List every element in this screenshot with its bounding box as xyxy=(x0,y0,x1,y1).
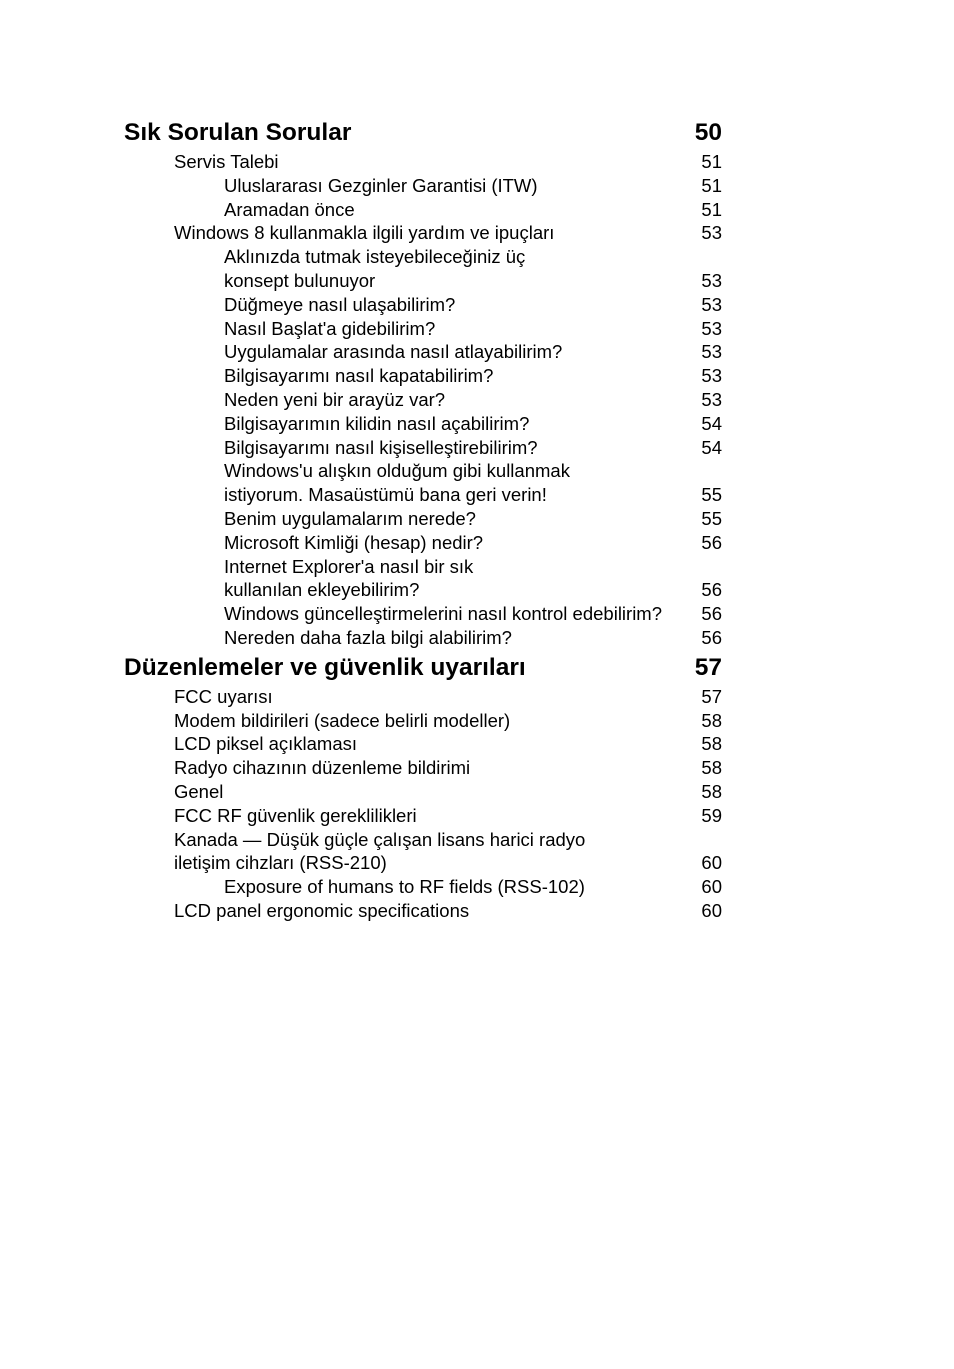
toc-page-number: 58 xyxy=(701,733,722,755)
toc-entry-title: Internet Explorer'a nasıl bir sık xyxy=(224,555,474,577)
toc-page-number: 54 xyxy=(701,436,722,458)
toc-entry-title: Exposure of humans to RF fields (RSS-102) xyxy=(224,876,585,898)
toc-entry[interactable] xyxy=(124,269,722,293)
toc-page-number: 56 xyxy=(701,531,722,553)
toc-entry[interactable] xyxy=(124,804,722,828)
toc-entry[interactable] xyxy=(124,875,722,899)
toc-entry-title: Kanada — Düşük güçle çalışan lisans harici radyo xyxy=(174,828,586,850)
toc-entry[interactable] xyxy=(124,709,722,733)
toc-entry-title: Radyo cihazının düzenleme bildirimi xyxy=(174,757,471,779)
toc-entry[interactable] xyxy=(124,245,722,269)
toc-page-number: 58 xyxy=(701,757,722,779)
toc-entry-title: Windows 8 kullanmakla ilgili yardım ve ipuçları xyxy=(174,222,555,244)
toc-entry-title: Nasıl Başlat'a gidebilirim? xyxy=(224,317,436,339)
toc-entry-title: Genel xyxy=(174,780,224,802)
toc-entry-title: LCD panel ergonomic specifications xyxy=(174,899,470,921)
toc-page-number: 51 xyxy=(701,198,722,220)
toc-page-number: 60 xyxy=(701,852,722,874)
toc-entry[interactable] xyxy=(124,851,722,875)
toc-page-number: 55 xyxy=(701,507,722,529)
toc-entry[interactable] xyxy=(124,685,722,709)
toc-entry-title: Uluslararası Gezginler Garantisi (ITW) xyxy=(224,174,538,196)
toc-page-number: 53 xyxy=(701,365,722,387)
toc-entry[interactable] xyxy=(124,578,722,602)
toc-entry[interactable] xyxy=(124,412,722,436)
toc-page-number: 60 xyxy=(701,876,722,898)
toc-page-number: 53 xyxy=(701,222,722,244)
toc-entry[interactable] xyxy=(124,388,722,412)
toc-entry-title: kullanılan ekleyebilirim? xyxy=(224,579,420,601)
toc-entry-title: Neden yeni bir arayüz var? xyxy=(224,388,446,410)
toc-page-number: 53 xyxy=(701,341,722,363)
toc-entry[interactable] xyxy=(124,364,722,388)
toc-entry-title: Bilgisayarımın kilidin nasıl açabilirim? xyxy=(224,412,530,434)
toc-entry[interactable] xyxy=(124,555,722,579)
toc-entry[interactable] xyxy=(124,507,722,531)
toc-entry-title: Düğmeye nasıl ulaşabilirim? xyxy=(224,293,456,315)
toc-page-number: 54 xyxy=(701,412,722,434)
toc-entry[interactable] xyxy=(124,150,722,174)
toc-entry-title: Modem bildirileri (sadece belirli modeller) xyxy=(174,709,511,731)
toc-page-number: 51 xyxy=(701,174,722,196)
toc-page-number: 59 xyxy=(701,804,722,826)
toc-entry[interactable] xyxy=(124,899,722,923)
toc-entry[interactable] xyxy=(124,317,722,341)
toc-entry[interactable] xyxy=(124,828,722,852)
toc-entry-title: Aramadan önce xyxy=(224,198,355,220)
toc-entry-title: Nereden daha fazla bilgi alabilirim? xyxy=(224,626,512,648)
toc-entry-title: FCC RF güvenlik gereklilikleri xyxy=(174,804,417,826)
toc-page-number: 50 xyxy=(694,119,722,146)
table-of-contents xyxy=(124,115,722,923)
toc-entry-title: Aklınızda tutmak isteyebileceğiniz üç xyxy=(224,246,526,268)
toc-page-number: 53 xyxy=(701,388,722,410)
toc-page-number: 51 xyxy=(701,151,722,172)
toc-entry-title: FCC uyarısı xyxy=(174,685,273,707)
toc-page-number: 58 xyxy=(701,709,722,731)
toc-entry-title: Uygulamalar arasında nasıl atlayabilirim? xyxy=(224,341,563,363)
toc-section-heading[interactable] xyxy=(124,650,722,685)
toc-entry-title: Servis Talebi xyxy=(174,151,279,172)
toc-page-number: 56 xyxy=(701,579,722,601)
toc-entry[interactable] xyxy=(124,602,722,626)
toc-entry-title: Windows güncelleştirmelerini nasıl kontrol edebilirim? xyxy=(224,603,663,625)
toc-entry-title: Bilgisayarımı nasıl kişiselleştirebilirim? xyxy=(224,436,538,458)
toc-page-number: 57 xyxy=(694,653,722,681)
toc-entry-title: Bilgisayarımı nasıl kapatabilirim? xyxy=(224,365,494,387)
toc-entry-title: Windows'u alışkın olduğum gibi kullanmak xyxy=(224,460,570,482)
toc-page-number: 53 xyxy=(701,293,722,315)
toc-page-number: 58 xyxy=(701,780,722,802)
toc-entry[interactable] xyxy=(124,293,722,317)
toc-page-number: 56 xyxy=(701,603,722,625)
toc-entry[interactable] xyxy=(124,198,722,222)
toc-entry-title: Benim uygulamalarım nerede? xyxy=(224,507,476,529)
toc-page-number: 55 xyxy=(701,484,722,506)
toc-entry-title: LCD piksel açıklaması xyxy=(174,733,358,755)
toc-page-number: 57 xyxy=(701,685,722,707)
toc-entry[interactable] xyxy=(124,780,722,804)
toc-entry[interactable] xyxy=(124,436,722,460)
toc-entry-title: Sık Sorulan Sorular xyxy=(124,119,352,146)
toc-entry-title: Microsoft Kimliği (hesap) nedir? xyxy=(224,531,484,553)
toc-entry[interactable] xyxy=(124,531,722,555)
toc-section-heading[interactable] xyxy=(124,115,722,150)
toc-page-number: 53 xyxy=(701,317,722,339)
toc-entry-title: iletişim cihzları (RSS-210) xyxy=(174,852,387,874)
toc-entry[interactable] xyxy=(124,174,722,198)
toc-page-number: 56 xyxy=(701,626,722,648)
toc-entry[interactable] xyxy=(124,626,722,650)
toc-entry-title: Düzenlemeler ve güvenlik uyarıları xyxy=(124,653,526,681)
toc-entry[interactable] xyxy=(124,459,722,483)
toc-entry[interactable] xyxy=(124,221,722,245)
toc-entry[interactable] xyxy=(124,756,722,780)
toc-page-number: 60 xyxy=(701,899,722,921)
toc-entry[interactable] xyxy=(124,340,722,364)
toc-entry[interactable] xyxy=(124,483,722,507)
toc-entry-title: konsept bulunuyor xyxy=(224,269,376,291)
toc-entry[interactable] xyxy=(124,732,722,756)
toc-page-number: 53 xyxy=(701,269,722,291)
toc-entry-title: istiyorum. Masaüstümü bana geri verin! xyxy=(224,484,547,506)
